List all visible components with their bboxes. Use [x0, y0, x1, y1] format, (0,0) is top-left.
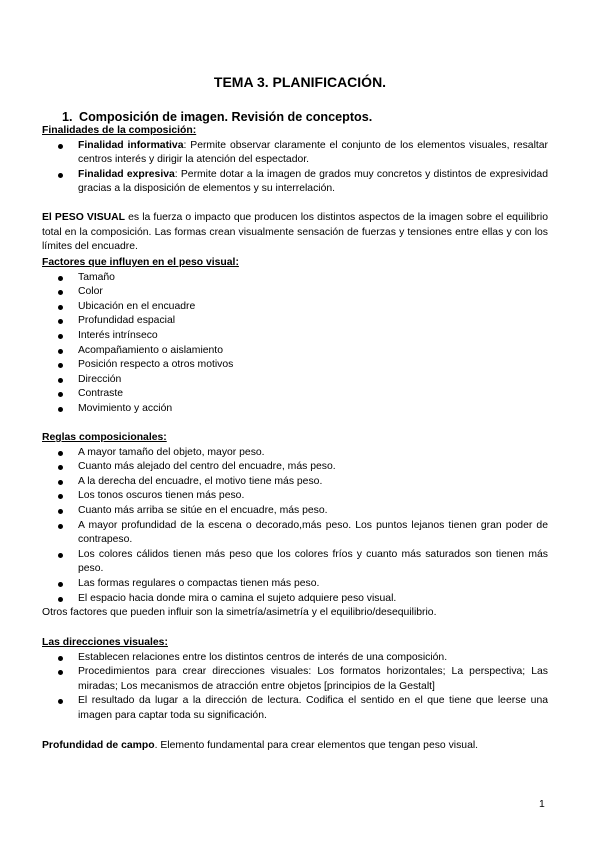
- reglas-note: Otros factores que pueden influir son la simetría/asimetría y el equilibrio/desequilibrio.: [42, 607, 437, 619]
- list-item: [42, 475, 548, 490]
- section-title: Composición de imagen. Revisión de conceptos.: [79, 110, 373, 124]
- item-term: Finalidad informativa: [78, 139, 184, 151]
- list-item: [42, 446, 548, 461]
- profundidad-paragraph: [42, 739, 548, 754]
- item-text: Color: [78, 286, 103, 298]
- peso-visual-term: El PESO VISUAL: [42, 212, 126, 223]
- peso-visual-paragraph: [42, 211, 548, 255]
- item-text: A mayor profundidad de la escena o decorado,más peso. Los puntos lejanos tienen gran poder de contrapeso.: [78, 519, 548, 546]
- bullet-icon: [58, 451, 63, 456]
- item-text: Los colores cálidos tienen más peso que los colores fríos y cuanto más saturados son tienen más peso.: [78, 548, 548, 575]
- list-item: [42, 592, 548, 607]
- list-item: [42, 402, 548, 417]
- list-item: [42, 694, 548, 723]
- factores-heading: Factores que influyen en el peso visual:: [42, 257, 239, 268]
- item-text: Los tonos oscuros tienen más peso.: [78, 490, 245, 502]
- item-text: Profundidad espacial: [78, 315, 176, 327]
- item-text: Contraste: [78, 388, 124, 400]
- bullet-icon: [58, 699, 63, 704]
- bullet-icon: [58, 334, 63, 339]
- list-item: [42, 344, 548, 359]
- page-number: 1: [539, 799, 545, 810]
- page-title: TEMA 3. PLANIFICACIÓN.: [213, 74, 387, 90]
- bullet-icon: [58, 392, 63, 397]
- factores-section: [42, 256, 548, 417]
- list-item: [42, 504, 548, 519]
- direcciones-section: [42, 636, 548, 724]
- bullet-icon: [58, 276, 63, 281]
- item-text: El espacio hacia donde mira o camina el sujeto adquiere peso visual.: [78, 592, 397, 604]
- list-item: [42, 489, 548, 504]
- finalidades-section: [42, 124, 548, 197]
- direcciones-heading: Las direcciones visuales:: [42, 637, 168, 648]
- list-item: [42, 271, 548, 286]
- item-text: Acompañamiento o aislamiento: [78, 344, 223, 356]
- bullet-icon: [58, 349, 63, 354]
- bullet-icon: [58, 480, 63, 485]
- finalidades-list: [42, 139, 548, 197]
- item-text: Dirección: [78, 373, 122, 385]
- item-text: Establecen relaciones entre los distintos centros de interés de una composición.: [78, 651, 448, 663]
- bullet-icon: [58, 407, 63, 412]
- profundidad-text: . Elemento fundamental para crear elementos que tengan peso visual.: [154, 740, 479, 751]
- bullet-icon: [58, 465, 63, 470]
- finalidades-heading: Finalidades de la composición:: [42, 125, 197, 136]
- reglas-section: [42, 431, 548, 621]
- list-item: [42, 373, 548, 388]
- bullet-icon: [58, 494, 63, 499]
- item-text: A mayor tamaño del objeto, mayor peso.: [78, 446, 265, 458]
- list-item: [42, 577, 548, 592]
- list-item: [42, 460, 548, 475]
- bullet-icon: [58, 305, 63, 310]
- bullet-icon: [58, 597, 63, 602]
- item-text: El resultado da lugar a la dirección de lectura. Codifica el sentido en el que tiene que leerse una imagen para captar toda su significación.: [78, 695, 548, 721]
- item-text: Las formas regulares o compactas tienen más peso.: [78, 577, 320, 589]
- item-text: A la derecha del encuadre, el motivo tiene más peso.: [78, 475, 323, 487]
- bullet-icon: [58, 144, 63, 149]
- list-item: [42, 358, 548, 373]
- bullet-icon: [58, 582, 63, 587]
- bullet-icon: [58, 319, 63, 324]
- item-text: Cuanto más alejado del centro del encuadre, más peso.: [78, 461, 336, 473]
- list-item: [42, 285, 548, 300]
- item-text: Cuanto más arriba se sitúe en el encuadre, más peso.: [78, 504, 328, 516]
- list-item: [42, 387, 548, 402]
- list-item: [42, 519, 548, 548]
- bullet-icon: [58, 509, 63, 514]
- item-text: Posición respecto a otros motivos: [78, 359, 234, 371]
- list-item: [42, 314, 548, 329]
- item-text: : Permite observar claramente el conjunto de los elementos visuales, resaltar centros interés y dirigir la atención del espectador.: [78, 139, 549, 166]
- bullet-icon: [58, 553, 63, 558]
- list-item: [42, 665, 548, 694]
- list-item: [42, 139, 548, 168]
- bullet-icon: [58, 524, 63, 529]
- bullet-icon: [58, 656, 63, 661]
- factores-list: [42, 271, 548, 417]
- list-item: [42, 548, 548, 577]
- bullet-icon: [58, 290, 63, 295]
- bullet-icon: [58, 670, 63, 675]
- item-text: : Permite dotar a la imagen de grados muy concretos y distintos de expresividad gracias a la disposición de elementos y su interrelación.: [78, 168, 548, 195]
- item-text: Movimiento y acción: [78, 402, 173, 414]
- direcciones-list: [42, 651, 548, 724]
- item-text: Tamaño: [78, 271, 115, 283]
- bullet-icon: [58, 378, 63, 383]
- bullet-icon: [58, 363, 63, 368]
- reglas-list: [42, 446, 548, 607]
- item-term: Finalidad expresiva: [78, 168, 175, 180]
- peso-visual-text: es la fuerza o impacto que producen los distintos aspectos de la imagen sobre el equilibrio total en la composición. Las formas crean visualmente sensación de fuerzas y tensiones entre ellas y con los límites del encuadre.: [42, 212, 548, 253]
- profundidad-term: Profundidad de campo: [42, 740, 155, 751]
- section-number: 1.: [62, 110, 73, 124]
- bullet-icon: [58, 173, 63, 178]
- reglas-heading: Reglas composicionales:: [42, 432, 167, 443]
- item-text: Ubicación en el encuadre: [78, 300, 196, 312]
- item-text: Procedimientos para crear direcciones visuales: Los formatos horizontales; La perspectiva; Las miradas; Los mecanismos de atracción entre objetos [principios de la Gestalt]: [78, 666, 548, 692]
- item-text: Interés intrínseco: [78, 329, 158, 341]
- list-item: [42, 329, 548, 344]
- list-item: [42, 300, 548, 315]
- section-heading: [62, 109, 372, 125]
- list-item: [42, 651, 548, 666]
- list-item: [42, 168, 548, 197]
